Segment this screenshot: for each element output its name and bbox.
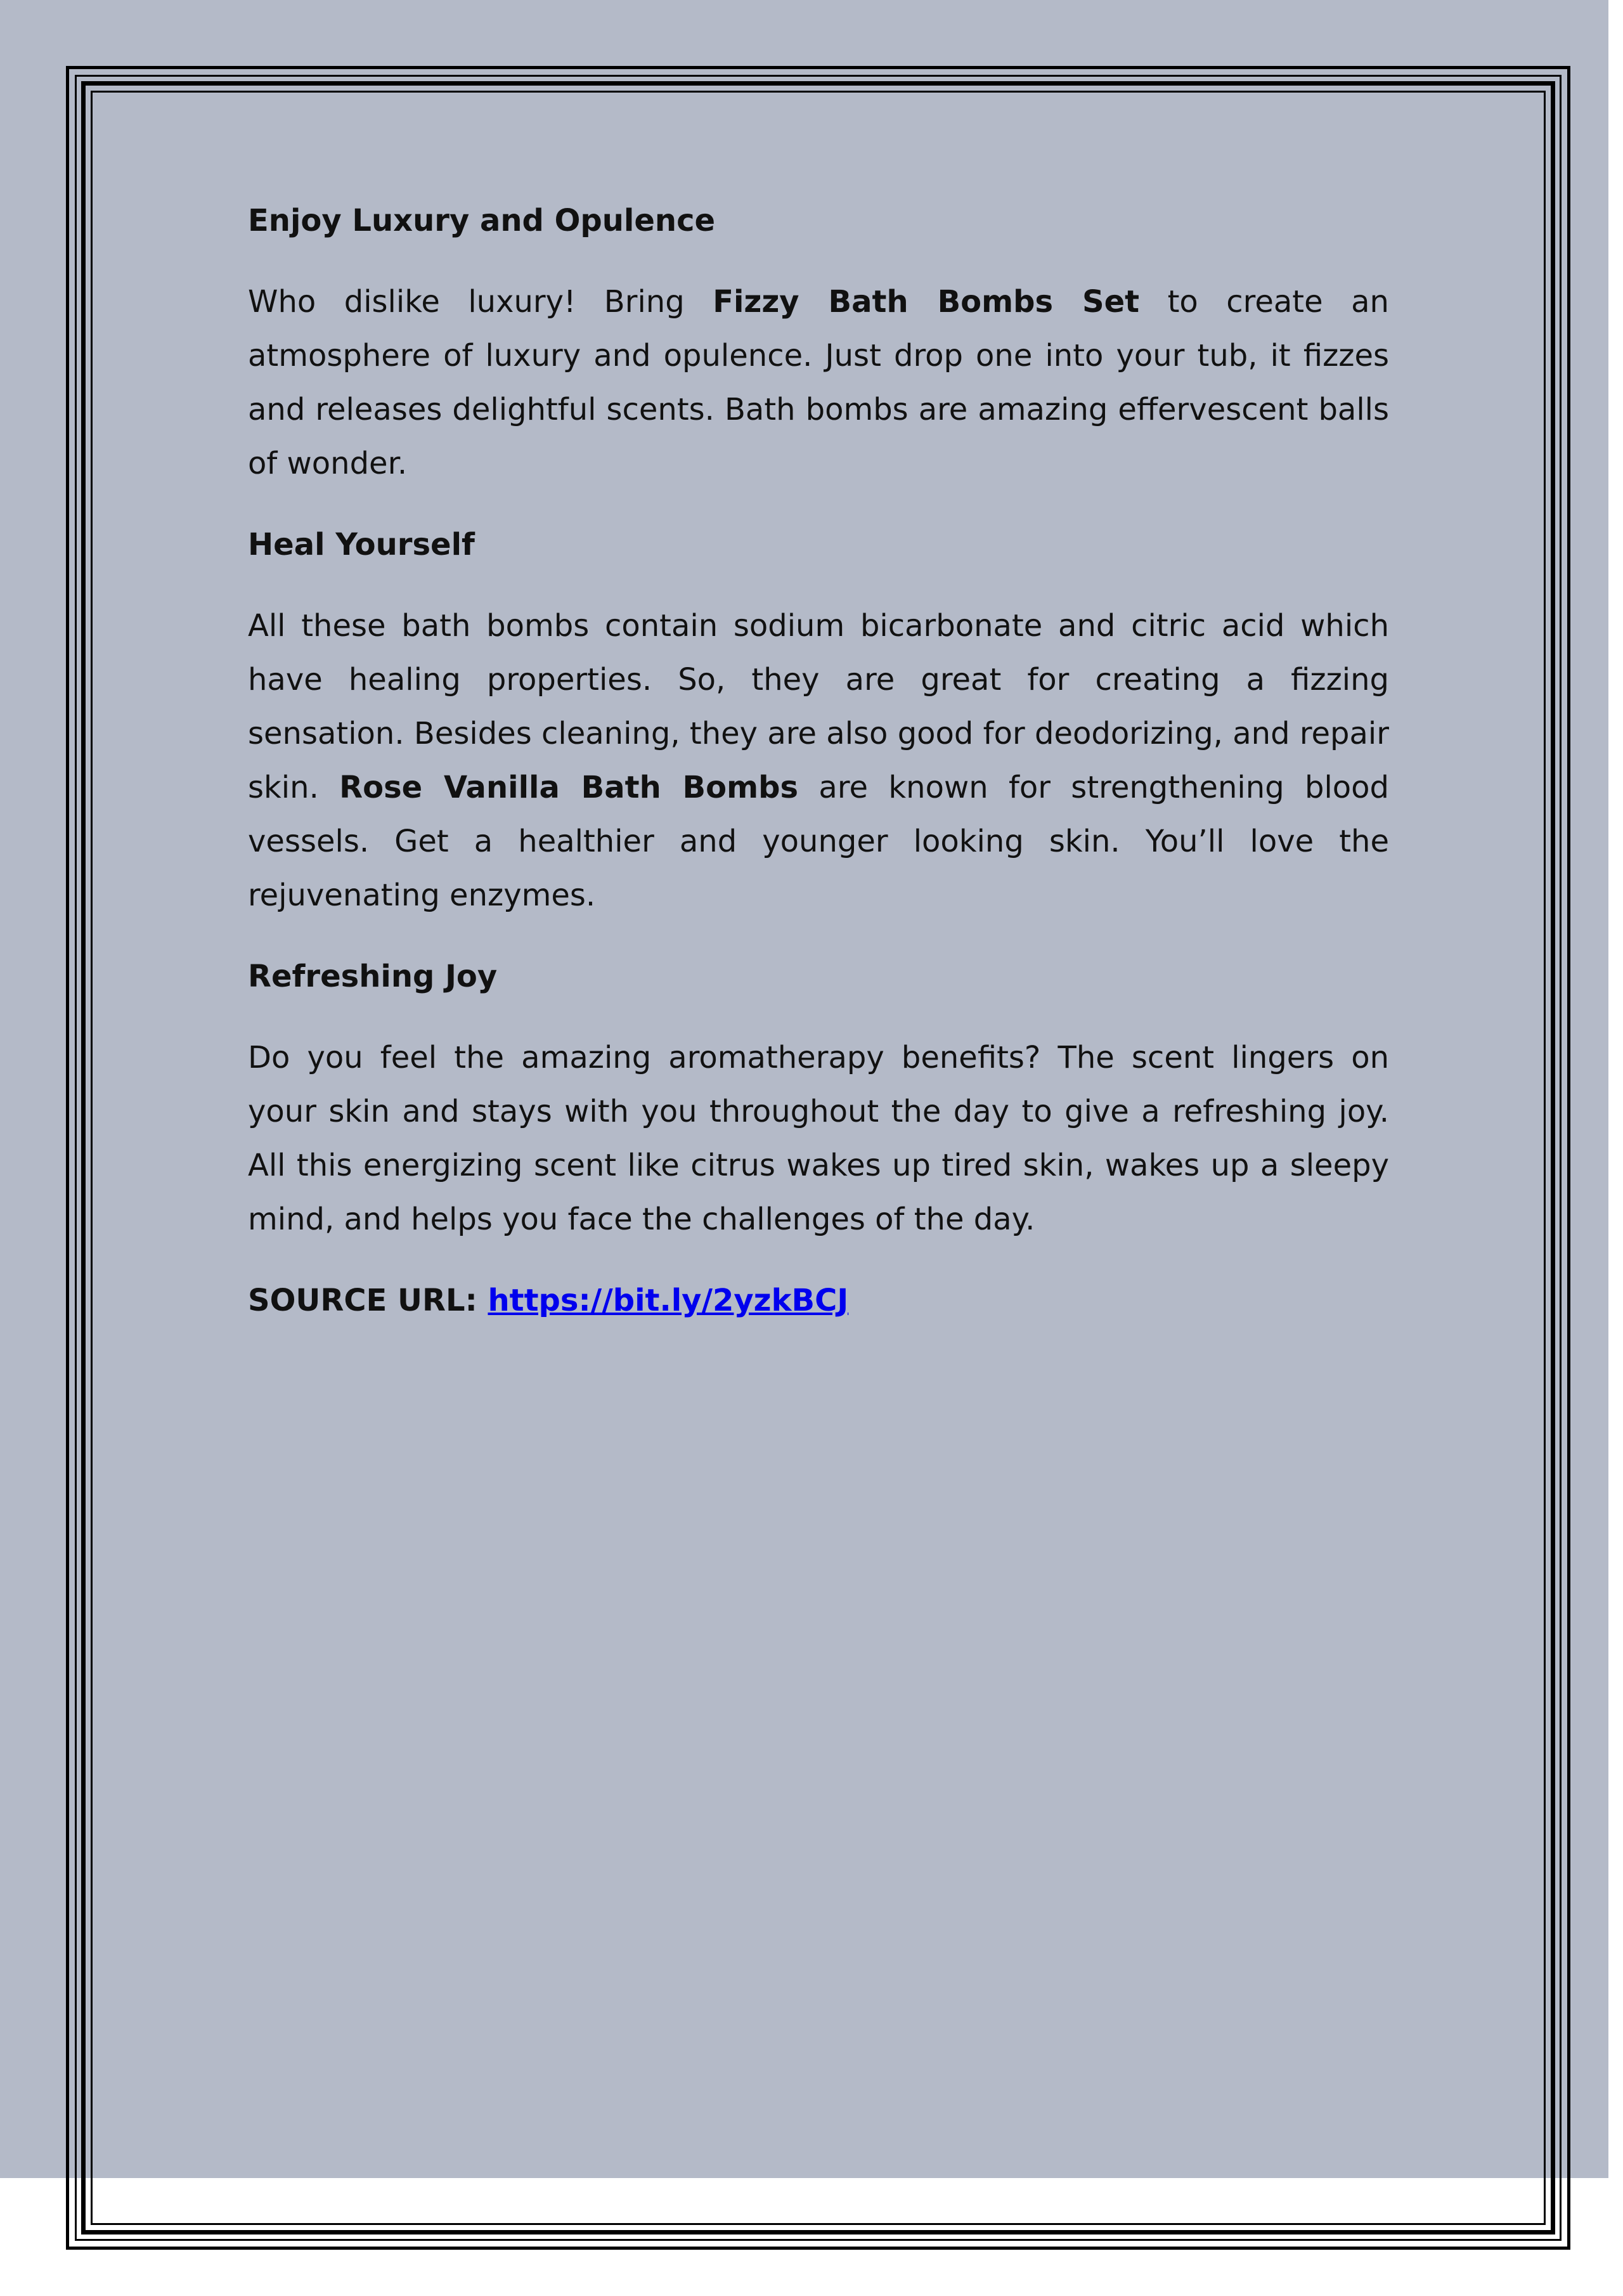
section-paragraph-heal xyxy=(248,599,1389,923)
source-label: SOURCE URL: xyxy=(248,1283,488,1318)
section-paragraph-luxury xyxy=(248,275,1389,491)
section-paragraph-joy: Do you feel the amazing aromatherapy benefits? The scent lingers on your skin and stays with you throughout the day to give a refreshing joy. All this energizing scent like citrus wakes up tired skin, wakes up a sleepy mind, and helps you face the challenges of the day. xyxy=(248,1040,1389,1237)
source-link[interactable]: https://bit.ly/2yzkBCJ xyxy=(488,1283,849,1318)
section-heading-luxury: Enjoy Luxury and Opulence xyxy=(248,203,716,238)
paragraph-text: Who dislike luxury! Bring xyxy=(248,284,713,320)
paragraph-text: are known for strengthening blood vessels. Get a healthier and younger looking skin. You’ll love the rejuvenating enzymes. xyxy=(248,770,1390,913)
product-name: Fizzy Bath Bombs Set xyxy=(713,284,1140,320)
section-heading-joy: Refreshing Joy xyxy=(248,959,498,994)
paragraph-text: to create an atmosphere of luxury and opulence. Just drop one into your tub, it fizzes and releases delightful scents. Bath bombs are amazing effervescent balls of wonder. xyxy=(248,284,1389,481)
article-body xyxy=(248,194,1389,1355)
section-heading-heal: Heal Yourself xyxy=(248,527,475,562)
source-line xyxy=(248,1274,1389,1328)
product-name: Rose Vanilla Bath Bombs xyxy=(339,770,799,805)
paragraph-text: All these bath bombs contain sodium bicarbonate and citric acid which have healing properties. So, they are great for creating a fizzing sensation. Besides cleaning, they are also good for deodorizing, and repair skin. xyxy=(248,608,1389,805)
